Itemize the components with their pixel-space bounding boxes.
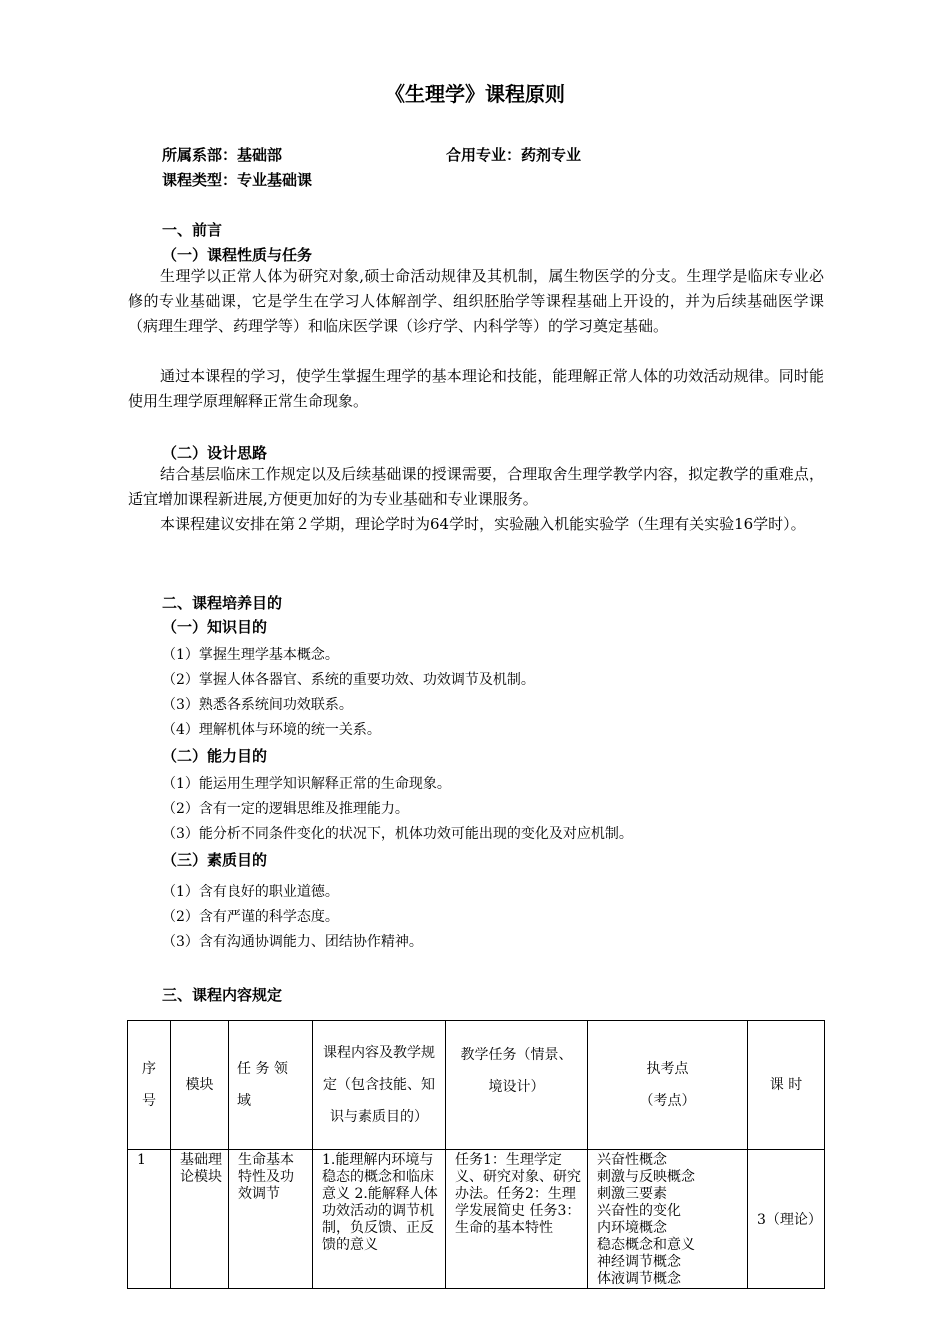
header-content: 课程内容及教学规定（包含技能、知识与素质目的）	[313, 1021, 446, 1150]
ability-heading: （二）能力目的	[162, 747, 268, 765]
table-header-row	[128, 1021, 825, 1150]
section-3-heading: 三、课程内容规定	[162, 986, 283, 1004]
header-seq: 序号	[128, 1021, 171, 1150]
ability-item: （2）含有一定的逻辑思维及推理能力。	[162, 801, 409, 817]
course-content-table	[127, 1020, 825, 1289]
major-label: 合用专业：药剂专业	[446, 146, 582, 164]
section-1-1-heading: （一）课程性质与任务	[162, 246, 313, 264]
quality-item: （2）含有严谨的科学态度。	[162, 909, 339, 925]
header-domain: 任 务 领 域	[229, 1021, 313, 1150]
exam-point: 内环境概念	[597, 1220, 667, 1236]
exam-point: 兴奋性的变化	[597, 1203, 681, 1219]
section-1-heading: 一、前言	[162, 221, 223, 239]
ability-item: （3）能分析不同条件变化的状况下，机体功效可能出现的变化及对应机制。	[162, 826, 633, 842]
section-1-2-paragraph-2: 本课程建议安排在第２学期，理论学时为64学时，实验融入机能实验学（生理有关实验16学时）。	[160, 515, 806, 533]
header-exam-points	[588, 1021, 748, 1150]
exam-point: 兴奋性概念	[597, 1152, 667, 1168]
table-row	[128, 1150, 825, 1289]
section-2-heading: 二、课程培养目的	[162, 594, 283, 612]
cell-content: 1.能理解内环境与稳态的概念和临床意义 2.能解释人体功效活动的调节机制，负反馈、正反馈的意义	[313, 1150, 446, 1289]
header-hours: 课 时	[748, 1021, 825, 1150]
department-label: 所属系部：基础部	[162, 146, 283, 164]
ability-item: （1）能运用生理学知识解释正常的生命现象。	[162, 776, 451, 792]
section-1-1-paragraph-2: 通过本课程的学习，使学生掌握生理学的基本理论和技能，能理解正常人体的功效活动规律。同时能使用生理学原理解释正常生命现象。	[128, 367, 824, 410]
cell-exam-points	[588, 1150, 748, 1289]
exam-point: 刺激三要素	[597, 1186, 667, 1202]
page-title: 《生理学》课程原则	[385, 82, 565, 106]
exam-point: 稳态概念和意义	[597, 1237, 695, 1253]
quality-item: （3）含有沟通协调能力、团结协作精神。	[162, 934, 423, 950]
cell-seq: 1	[128, 1150, 171, 1289]
section-1-2-heading: （二）设计思路	[162, 444, 268, 462]
cell-module: 基础理论模块	[171, 1150, 229, 1289]
knowledge-item: （4）理解机体与环境的统一关系。	[162, 722, 381, 738]
header-exam-title: 执考点	[646, 1061, 689, 1077]
quality-item: （1）含有良好的职业道德。	[162, 884, 339, 900]
header-tasks: 教学任务（情景、境设计）	[446, 1021, 588, 1150]
knowledge-heading: （一）知识目的	[162, 618, 268, 636]
cell-domain: 生命基本特性及功效调节	[229, 1150, 313, 1289]
section-1-1-paragraph-1: 生理学以正常人体为研究对象,硕士命活动规律及其机制，属生物医学的分支。生理学是临床专业必修的专业基础课，它是学生在学习人体解剖学、组织胚胎学等课程基础上开设的，并为后续基础医学课（病理生理学、药理学等）和临床医学课（诊疗学、内科学等）的学习奠定基础。	[128, 267, 824, 335]
exam-point: 刺激与反映概念	[597, 1169, 695, 1185]
quality-heading: （三）素质目的	[162, 851, 268, 869]
header-module: 模块	[171, 1021, 229, 1150]
section-1-2-paragraph-1: 结合基层临床工作规定以及后续基础课的授课需要，合理取舍生理学教学内容，拟定教学的重难点，适宜增加课程新进展,方便更加好的为专业基础和专业课服务。	[128, 465, 824, 508]
cell-hours: 3（理论）	[748, 1150, 825, 1289]
header-exam-subtitle: （考点）	[639, 1093, 696, 1109]
course-type-label: 课程类型：专业基础课	[162, 171, 313, 189]
exam-point: 神经调节概念	[597, 1254, 681, 1270]
knowledge-item: （3）熟悉各系统间功效联系。	[162, 697, 353, 713]
knowledge-item: （2）掌握人体各器官、系统的重要功效、功效调节及机制。	[162, 672, 535, 688]
cell-tasks: 任务1：生理学定义、研究对象、研究办法。任务2：生理学发展简史 任务3：生命的基本特性	[446, 1150, 588, 1289]
knowledge-item: （1）掌握生理学基本概念。	[162, 647, 339, 663]
exam-point: 体液调节概念	[597, 1271, 681, 1287]
